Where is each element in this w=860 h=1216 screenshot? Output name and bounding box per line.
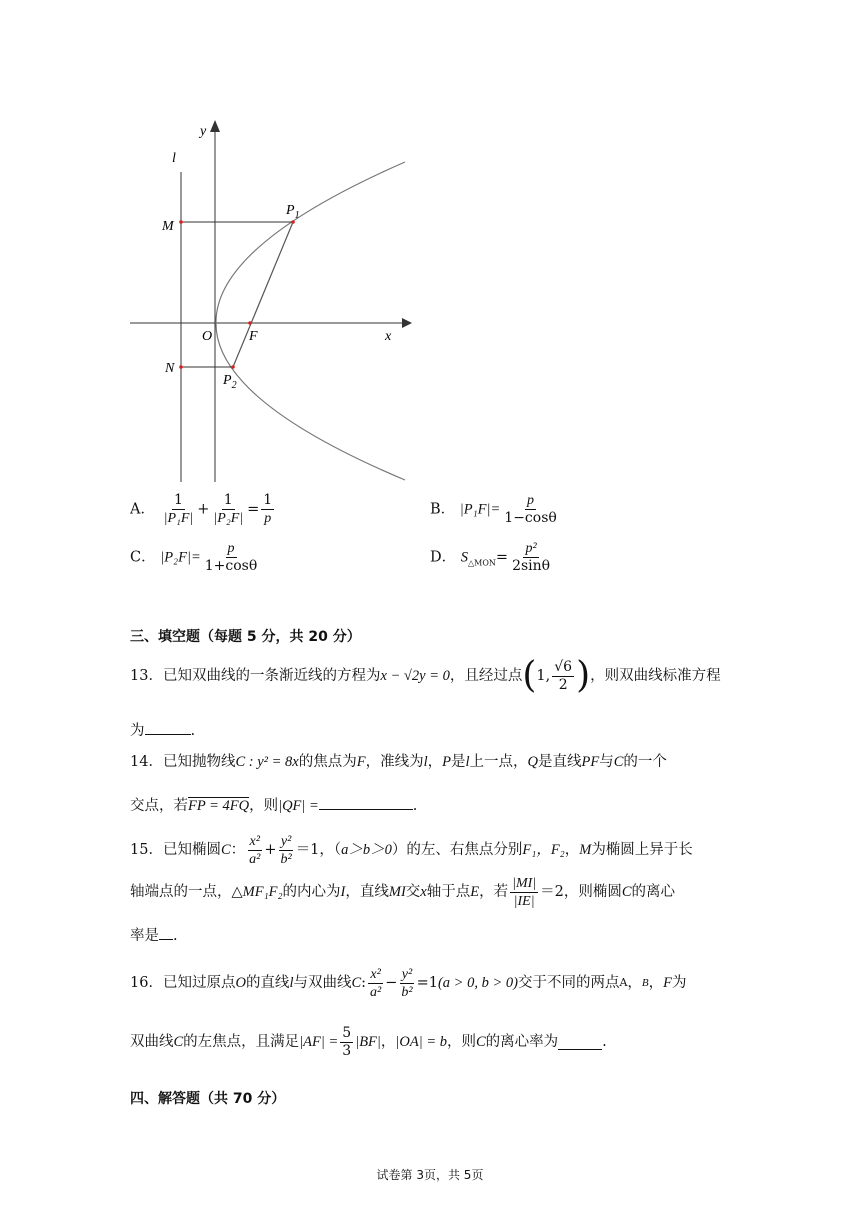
label-p2: $P_2$: [223, 373, 237, 391]
label-o: O: [202, 329, 213, 344]
label-m: M: [162, 219, 174, 234]
label-y: y: [200, 124, 207, 139]
point-p2: [231, 365, 235, 369]
label-l: l: [172, 151, 176, 166]
x-axis-arrow: [402, 318, 412, 328]
label-x: x: [385, 329, 392, 344]
question-14-line2: 交点，若FP = 4FQ，则|QF| = .: [130, 795, 417, 816]
question-15-line1: 15．已知椭圆 C ： $\frac{\text{x²}}{\text{a²}}$ + $\frac{\text{y²}}{\text{b²}}$ ＝1，（ a＞b＞0 ）的左、右焦点分别 F₁，F₂ ， M 为椭圆上异于长: [130, 833, 693, 867]
question-16-line2: 双曲线 C 的左焦点，且满足 |AF| = $\frac{5}{3}$ |BF| ， |OA| = b ，则 C 的离心率为 .: [130, 1024, 607, 1059]
question-16-line1: 16．已知过原点 O 的直线 l 与双曲线 C : $\frac{\text{x²}}{\text{a²}}$ − $\frac{\text{y²}}{\text{b²}}$ =1 (a > 0, b > 0) 交于不同的两点 A ， B ， F 为: [130, 966, 687, 1000]
point-n: [179, 365, 183, 369]
page-footer: 试卷第 3页，共 5页: [376, 1168, 484, 1182]
point-f: [248, 321, 252, 325]
question-14-line1: 14．已知抛物线C : y² = 8x的焦点为F，准线为l，P是l上一点，Q是直线PF与C的一个: [130, 754, 667, 770]
section-4-title: 四、解答题（共 70 分）: [130, 1091, 286, 1107]
y-axis-arrow: [210, 120, 220, 132]
label-f: F: [249, 329, 258, 344]
option-c[interactable]: C． |P₂F|= $\frac{p}{1+\cos\theta}$: [130, 541, 258, 574]
label-p1: $P_1$: [286, 203, 300, 221]
option-a[interactable]: A． $\frac{1}{\text{|P₁F|}}$ + $\frac{1}{\text{|P₂F|}}$ = $\frac{1}{p}$: [130, 492, 273, 526]
option-d[interactable]: D． $S_{\triangle MON}=$ $\frac{\text{p²}}{2\sin\theta}$: [430, 541, 551, 574]
answer-blank-16[interactable]: [558, 1035, 602, 1050]
section-3-title: 三、填空题（每题 5 分，共 20 分）: [130, 629, 361, 645]
answer-blank-15[interactable]: [159, 925, 173, 940]
option-b[interactable]: B． |P₁F|= $\frac{p}{1-\cos\theta}$: [430, 493, 557, 526]
parabola-curve: [216, 162, 405, 480]
answer-blank-14[interactable]: [319, 795, 413, 810]
question-13-line2: 为 .: [130, 720, 195, 741]
question-15-line3: 率是 .: [130, 925, 178, 946]
question-15-line2: 轴端点的一点，△ MF₁F₂ 的内心为 I ，直线 MI 交 x 轴于点 E ，若 $\frac{|MI|}{|IE|}$ ＝2，则椭圆 C 的离心: [130, 875, 676, 909]
answer-blank-13[interactable]: [145, 720, 191, 735]
point-m: [179, 220, 183, 224]
question-13-line1: 13．已知双曲线的一条渐近线的方程为 x − √2y = 0 ，且经过点 ( 1, $\frac{√6}{2}$ ) ，则双曲线标准方程: [130, 655, 721, 696]
parabola-figure: [120, 110, 420, 490]
label-n: N: [165, 361, 175, 376]
